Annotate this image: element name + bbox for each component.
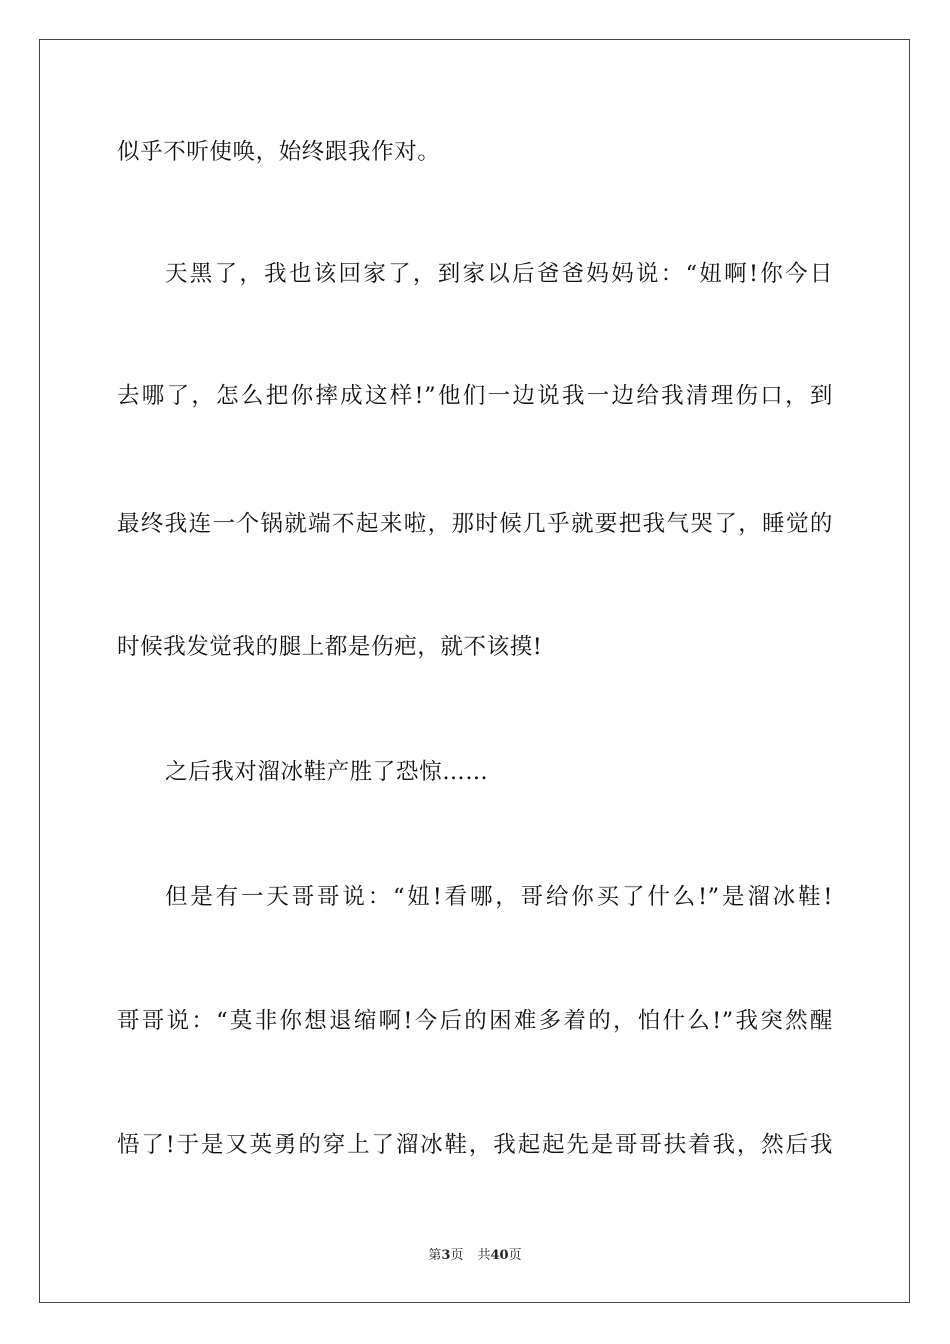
total-prefix: 共 xyxy=(477,1248,491,1263)
paragraph-line-1: 似乎不听使唤，始终跟我作对。 xyxy=(117,139,441,165)
paragraph-line-7: 但是有一天哥哥说：“妞!看哪，哥给你买了什么!”是溜冰鞋! xyxy=(165,884,833,910)
page-border xyxy=(39,39,910,1303)
total-suffix: 页 xyxy=(508,1248,522,1263)
paragraph-line-3: 去哪了，怎么把你摔成这样!”他们一边说我一边给我清理伤口，到 xyxy=(117,383,833,409)
page-footer xyxy=(0,1247,950,1265)
paragraph-line-9: 悟了!于是又英勇的穿上了溜冰鞋，我起起先是哥哥扶着我，然后我 xyxy=(117,1132,833,1158)
paragraph-line-4: 最终我连一个锅就端不起来啦，那时候几乎就要把我气哭了，睡觉的 xyxy=(117,511,833,537)
paragraph-line-8: 哥哥说：“莫非你想退缩啊!今后的困难多着的，怕什么!”我突然醒 xyxy=(117,1008,833,1034)
page-number: 3 xyxy=(441,1248,451,1263)
page-suffix: 页 xyxy=(450,1248,464,1263)
total-pages: 40 xyxy=(490,1248,509,1263)
paragraph-line-2: 天黑了，我也该回家了，到家以后爸爸妈妈说：“妞啊!你今日 xyxy=(165,261,833,287)
paragraph-line-6: 之后我对溜冰鞋产胜了恐惊…… xyxy=(165,759,489,785)
page-prefix: 第 xyxy=(428,1248,442,1263)
paragraph-line-5: 时候我发觉我的腿上都是伤疤，就不该摸! xyxy=(117,634,543,660)
